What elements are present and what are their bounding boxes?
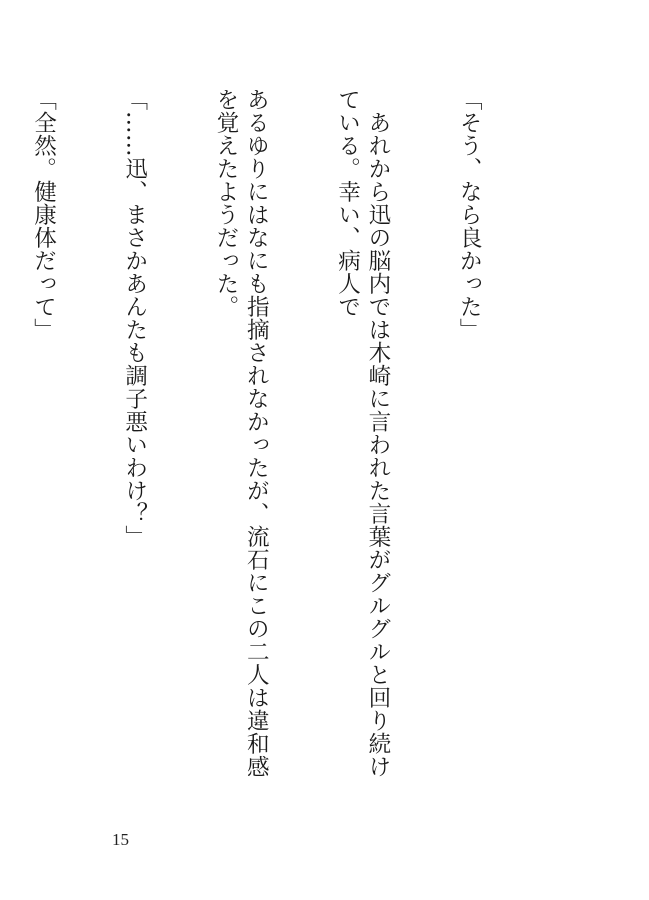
page-number: 15 [112,830,129,849]
text-line: 「そう、なら良かった」 [456,88,483,341]
text-line: 「……迅、まさかあんたも調子悪いわけ？」 [121,88,148,548]
vertical-text-body [30,88,545,778]
text-line: あれから迅の脳内では木崎に言われた言葉がグルグルと回り続けている。幸い、病人で [334,88,391,778]
text-line: あるゆりにはなにも指摘されなかったが、流石にこの二人は違和感を覚えたようだった。 [212,88,270,778]
text-line: 「全然。健康体だって」 [30,88,57,341]
